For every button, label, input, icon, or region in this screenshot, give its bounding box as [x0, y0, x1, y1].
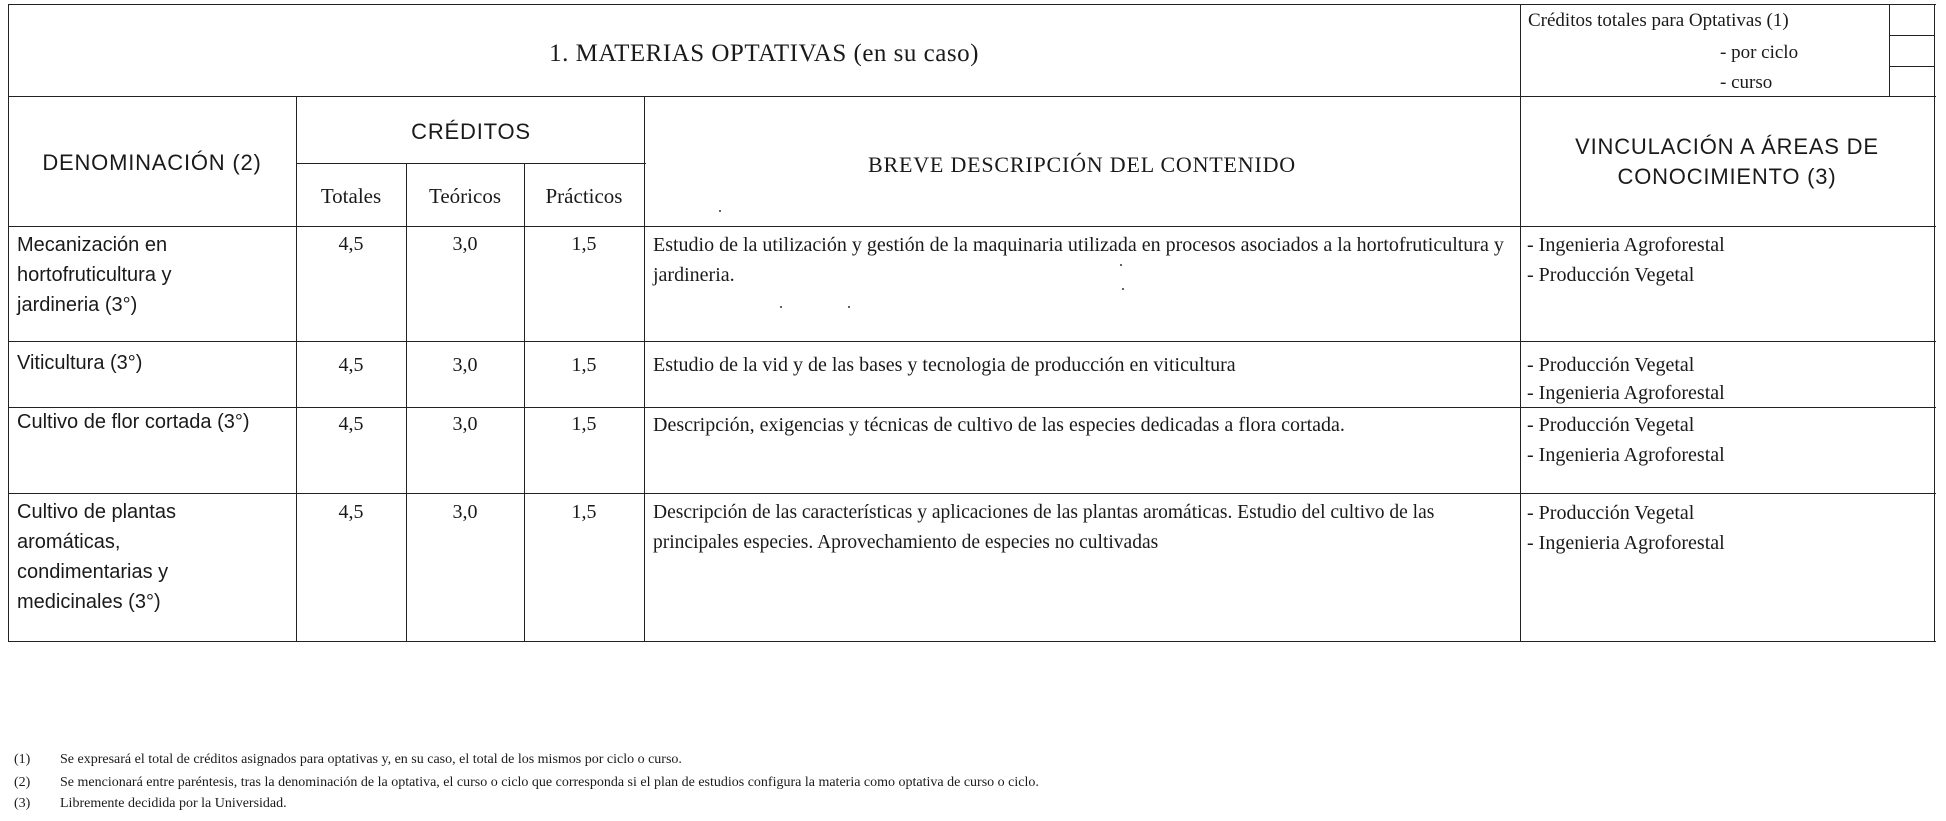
row-2-area-1: - Producción Vegetal [1527, 354, 1695, 376]
table-border-top [8, 4, 1936, 5]
row-3-area-2: - Ingenieria Agroforestal [1527, 444, 1725, 466]
row-4-teoricos: 3,0 [452, 501, 478, 523]
row-4-area-2: - Ingenieria Agroforestal [1527, 532, 1725, 554]
scan-speck [848, 306, 850, 308]
table-border-bottom [8, 641, 1936, 642]
practicos-header: Prácticos [545, 184, 623, 208]
scan-speck [1122, 288, 1124, 290]
descripcion-header: BREVE DESCRIPCIÓN DEL CONTENIDO [868, 152, 1296, 177]
row-3-totales: 4,5 [338, 413, 364, 435]
scan-speck [1120, 264, 1122, 266]
row-3-denominacion: Cultivo de flor cortada (3°) [17, 411, 250, 433]
per-course-label: - curso [1720, 72, 1773, 93]
row-1-practicos: 1,5 [571, 233, 597, 255]
row-3-area-1: - Producción Vegetal [1527, 414, 1695, 436]
row-3-descripcion: Descripción, exigencias y técnicas de cultivo de las especies dedicadas a flora cortada. [653, 414, 1345, 436]
row-2-denominacion: Viticultura (3°) [17, 352, 143, 374]
footnote-1-number: (1) [14, 752, 31, 767]
row-4-totales: 4,5 [338, 501, 364, 523]
header-row-bottom-line [8, 226, 1936, 227]
footnote-1-text: Se expresará el total de créditos asignados para optativas y, en su caso, el total de los mismos por ciclo o curso. [60, 752, 682, 767]
credit-box-line-1 [1889, 35, 1935, 36]
row-1-bottom-line [8, 341, 1936, 342]
footnote-3-text: Libremente decidida por la Universidad. [60, 796, 287, 811]
row-1-teoricos: 3,0 [452, 233, 478, 255]
creditos-header: CRÉDITOS [411, 119, 531, 144]
row-1-denominacion: Mecanización en hortofruticultura y jardineria (3°) [17, 234, 172, 316]
row-2-teoricos: 3,0 [452, 354, 478, 376]
row-4-area-1: - Producción Vegetal [1527, 502, 1695, 524]
credit-box-line-2 [1889, 66, 1935, 67]
row-2-totales: 4,5 [338, 354, 364, 376]
row-1-descripcion: Estudio de la utilización y gestión de la maquinaria utilizada en procesos asociados a la hortofruticultura y jardineria. [653, 234, 1504, 286]
credits-total-label: Créditos totales para Optativas (1) [1528, 10, 1789, 31]
vinculacion-header-line-2: CONOCIMIENTO (3) [1617, 164, 1837, 189]
footnote-3-number: (3) [14, 796, 31, 811]
row-1-area-1: - Ingenieria Agroforestal [1527, 234, 1725, 256]
creditos-subheader-line [296, 163, 646, 164]
scan-speck [780, 306, 782, 308]
page-title: 1. MATERIAS OPTATIVAS (en su caso) [549, 40, 979, 67]
teoricos-header: Teóricos [428, 184, 501, 208]
table-border-left [8, 4, 9, 642]
row-2-descripcion: Estudio de la vid y de las bases y tecnologia de producción en viticultura [653, 354, 1236, 376]
footnote-2-text: Se mencionará entre paréntesis, tras la denominación de la optativa, el curso o ciclo que corresponda si el plan de estudios configura la materia como optativa de curso o ciclo. [60, 775, 1039, 790]
denominacion-header: DENOMINACIÓN (2) [42, 150, 262, 175]
row-1-area-2: - Producción Vegetal [1527, 264, 1695, 286]
vinculacion-header-line-1: VINCULACIÓN A ÁREAS DE [1575, 134, 1879, 159]
scan-speck [719, 210, 721, 212]
totales-header: Totales [320, 184, 382, 208]
credit-box-left-line [1889, 4, 1890, 96]
title-row-bottom-line [8, 96, 1936, 97]
table-border-right [1934, 4, 1935, 642]
footnote-2-number: (2) [14, 775, 31, 790]
row-2-area-2: - Ingenieria Agroforestal [1527, 382, 1725, 404]
row-3-bottom-line [8, 493, 1936, 494]
row-4-practicos: 1,5 [571, 501, 597, 523]
materias-optativas-form [8, 4, 1936, 644]
row-3-practicos: 1,5 [571, 413, 597, 435]
row-3-teoricos: 3,0 [452, 413, 478, 435]
row-4-denominacion: Cultivo de plantas aromáticas, condimentarias y medicinales (3°) [17, 501, 176, 613]
row-4-descripcion: Descripción de las características y aplicaciones de las plantas aromáticas. Estudio del cultivo de las principales especies. Aprovechamiento de especies no cultivadas [653, 502, 1435, 553]
row-2-practicos: 1,5 [571, 354, 597, 376]
per-cycle-label: - por ciclo [1720, 42, 1799, 63]
row-1-totales: 4,5 [338, 233, 364, 255]
